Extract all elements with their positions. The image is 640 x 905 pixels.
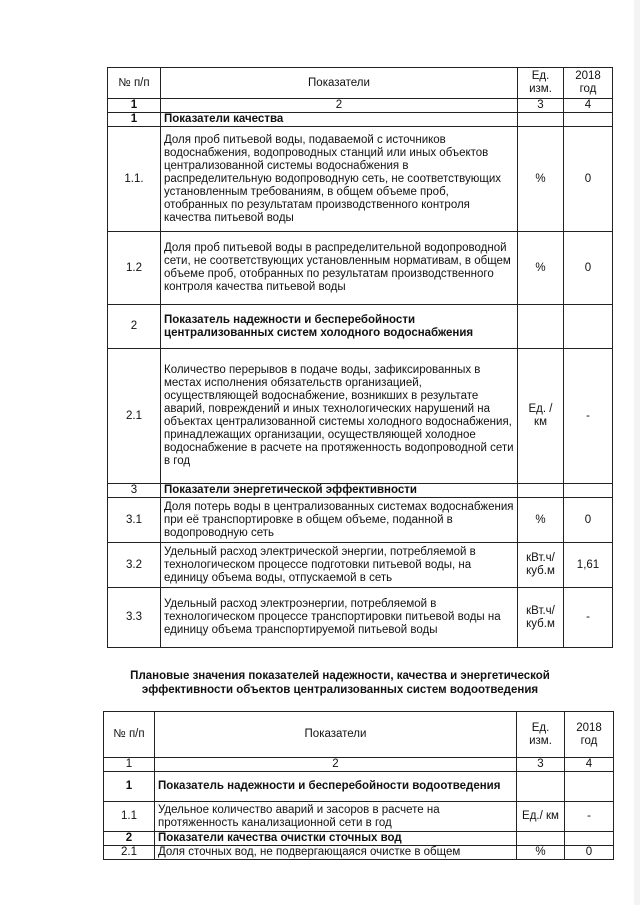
row-name: Удельное количество аварий и засоров в расчете на протяженность канализационной сети в год bbox=[155, 802, 517, 832]
table-row bbox=[108, 543, 613, 588]
row-value: - bbox=[564, 349, 613, 484]
header-num: № п/п bbox=[108, 68, 161, 99]
row-value: - bbox=[564, 588, 613, 648]
section-row bbox=[108, 113, 613, 127]
row-unit: % bbox=[517, 846, 565, 860]
row-unit: % bbox=[518, 232, 564, 305]
row-num: 1.1. bbox=[108, 127, 161, 232]
col-index: 4 bbox=[564, 99, 613, 113]
row-num: 2 bbox=[108, 305, 161, 349]
row-name: Показатель надежности и бесперебойности водоотведения bbox=[155, 772, 517, 802]
row-value: - bbox=[565, 802, 614, 832]
row-unit: Ед./ км bbox=[517, 802, 565, 832]
row-num: 1 bbox=[104, 772, 155, 802]
row-value: 0 bbox=[564, 232, 613, 305]
table-row bbox=[108, 498, 613, 543]
row-unit: % bbox=[518, 498, 564, 543]
row-unit bbox=[517, 832, 565, 846]
col-index: 1 bbox=[108, 99, 161, 113]
table-header-row bbox=[104, 712, 614, 758]
row-value: 0 bbox=[565, 846, 614, 860]
section-heading-line: Плановые значения показателей надежности, качества и энергетической bbox=[130, 670, 550, 682]
row-num: 3.1 bbox=[108, 498, 161, 543]
table-row bbox=[108, 349, 613, 484]
row-num: 3.3 bbox=[108, 588, 161, 648]
row-num: 2 bbox=[104, 832, 155, 846]
page-edge bbox=[634, 0, 640, 905]
col-index: 3 bbox=[517, 758, 565, 772]
row-name: Показатели энергетической эффективности bbox=[161, 484, 518, 498]
header-unit: Ед. изм. bbox=[517, 712, 565, 758]
row-unit bbox=[517, 772, 565, 802]
row-value: 0 bbox=[564, 498, 613, 543]
row-unit: кВт.ч/ куб.м bbox=[518, 543, 564, 588]
row-name: Доля проб питьевой воды в распределительной водопроводной сети, не соответствующих установленным нормативам, в общем объеме проб, отобранных по результатам производственного контроля качества питьевой воды bbox=[161, 232, 518, 305]
section-heading-line: эффективности объектов централизованных систем водоотведения bbox=[141, 684, 539, 696]
column-index-row bbox=[104, 758, 614, 772]
header-num: № п/п bbox=[104, 712, 155, 758]
row-num: 2.1 bbox=[108, 349, 161, 484]
header-name: Показатели bbox=[161, 68, 518, 99]
header-year: 2018 год bbox=[565, 712, 614, 758]
col-index: 3 bbox=[518, 99, 564, 113]
row-num: 2.1 bbox=[104, 846, 155, 860]
table-row bbox=[108, 588, 613, 648]
row-name: Удельный расход электрической энергии, потребляемой в технологическом процессе подготовки питьевой воды, на единицу объема воды, отпускаемой в сеть bbox=[161, 543, 518, 588]
row-num: 1.2 bbox=[108, 232, 161, 305]
column-index-row bbox=[108, 99, 613, 113]
table-row bbox=[104, 846, 614, 860]
water-supply-indicators-table bbox=[107, 67, 613, 648]
row-value bbox=[564, 484, 613, 498]
section-row bbox=[104, 832, 614, 846]
table-header-row bbox=[108, 68, 613, 99]
row-value bbox=[565, 772, 614, 802]
table-row bbox=[104, 802, 614, 832]
col-index: 4 bbox=[565, 758, 614, 772]
row-unit bbox=[518, 484, 564, 498]
row-name: Показатели качества bbox=[161, 113, 518, 127]
row-unit bbox=[518, 305, 564, 349]
row-name: Доля проб питьевой воды, подаваемой с источников водоснабжения, водопроводных станций или иных объектов централизованной системы водоснабжения в распределительную водопроводную сеть, не соответствующих установленным требованиям, в общем объеме проб, отобранных по результатам производственного контроля качества питьевой воды bbox=[161, 127, 518, 232]
row-num: 1.1 bbox=[104, 802, 155, 832]
wastewater-indicators-table bbox=[103, 711, 614, 860]
section-row bbox=[104, 772, 614, 802]
table-row bbox=[108, 127, 613, 232]
row-name: Показатель надежности и бесперебойности централизованных систем холодного водоснабжения bbox=[161, 305, 518, 349]
row-name: Доля потерь воды в централизованных системах водоснабжения при её транспортировке в общем объеме, поданной в водопроводную сеть bbox=[161, 498, 518, 543]
row-num: 3 bbox=[108, 484, 161, 498]
row-unit: кВт.ч/ куб.м bbox=[518, 588, 564, 648]
row-name: Показатели качества очистки сточных вод bbox=[155, 832, 517, 846]
row-name: Удельный расход электроэнергии, потребляемой в технологическом процессе транспортировки питьевой воды на единицу объема транспортируемой питьевой воды bbox=[161, 588, 518, 648]
row-unit bbox=[518, 113, 564, 127]
row-num: 3.2 bbox=[108, 543, 161, 588]
header-unit: Ед. изм. bbox=[518, 68, 564, 99]
row-value bbox=[564, 113, 613, 127]
col-index: 2 bbox=[155, 758, 517, 772]
row-value bbox=[564, 305, 613, 349]
header-name: Показатели bbox=[155, 712, 517, 758]
row-value bbox=[565, 832, 614, 846]
section-heading bbox=[60, 669, 620, 697]
row-unit: % bbox=[518, 127, 564, 232]
row-unit: Ед. / км bbox=[518, 349, 564, 484]
row-value: 0 bbox=[564, 127, 613, 232]
row-name: Доля сточных вод, не подвергающаяся очистке в общем bbox=[155, 846, 517, 860]
col-index: 1 bbox=[104, 758, 155, 772]
section-row bbox=[108, 484, 613, 498]
row-value: 1,61 bbox=[564, 543, 613, 588]
table-row bbox=[108, 232, 613, 305]
row-num: 1 bbox=[108, 113, 161, 127]
col-index: 2 bbox=[161, 99, 518, 113]
header-year: 2018 год bbox=[564, 68, 613, 99]
row-name: Количество перерывов в подаче воды, зафиксированных в местах исполнения обязательств организацией, осуществляющей водоснабжение, возникших в результате аварий, повреждений и иных технологических нарушений на объектах централизованной системы холодного водоснабжения, принадлежащих организации, осуществляющей холодное водоснабжение в расчете на протяженность водопроводной сети в год bbox=[161, 349, 518, 484]
section-row bbox=[108, 305, 613, 349]
